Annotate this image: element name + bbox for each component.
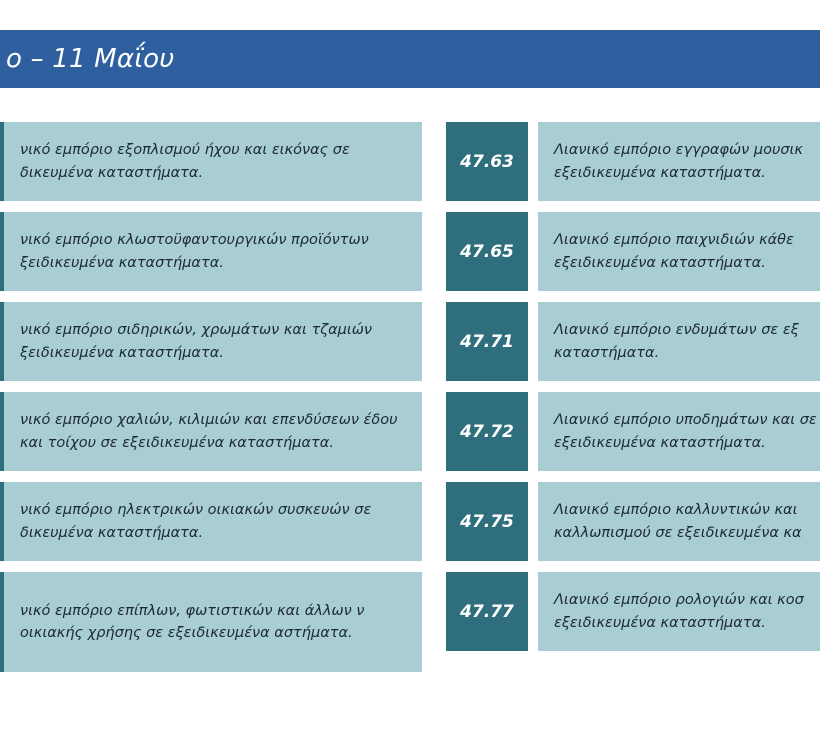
item-description: Λιανικό εμπόριο παιχνιδιών κάθε εξειδικευμένα καταστήματα. [538,212,820,291]
item-description: νικό εμπόριο εξοπλισμού ήχου και εικόνας σε δικευμένα καταστήματα. [4,122,422,201]
item-description: Λιανικό εμπόριο ενδυμάτων σε εξ καταστήματα. [538,302,820,381]
list-item [0,572,422,672]
item-description: Λιανικό εμπόριο ρολογιών και κοσ εξειδικευμένα καταστήματα. [538,572,820,651]
code-badge: 47.65 [446,212,528,291]
left-column [0,122,422,683]
list-item [446,122,820,201]
list-item [0,212,422,291]
list-item [446,392,820,471]
list-item [0,482,422,561]
code-badge: 47.75 [446,482,528,561]
page-title: ο – 11 Μαΐου [6,44,175,74]
item-description: νικό εμπόριο σιδηρικών, χρωμάτων και τζαμιών ξειδικευμένα καταστήματα. [4,302,422,381]
code-badge: 47.63 [446,122,528,201]
item-description: νικό εμπόριο επίπλων, φωτιστικών και άλλων ν οικιακής χρήσης σε εξειδικευμένα αστήματα. [4,572,422,672]
code-badge: 47.77 [446,572,528,651]
code-badge: 47.71 [446,302,528,381]
code-badge: 47.72 [446,392,528,471]
item-description: νικό εμπόριο κλωστοϋφαντουργικών προϊόντων ξειδικευμένα καταστήματα. [4,212,422,291]
item-description: Λιανικό εμπόριο υποδημάτων και σε εξειδικευμένα καταστήματα. [538,392,820,471]
item-description: νικό εμπόριο ηλεκτρικών οικιακών συσκευών σε δικευμένα καταστήματα. [4,482,422,561]
list-item [446,212,820,291]
list-item [0,122,422,201]
list-item [0,392,422,471]
header-banner [0,30,820,88]
list-item [446,302,820,381]
list-item [446,572,820,651]
item-description: Λιανικό εμπόριο εγγραφών μουσικ εξειδικευμένα καταστήματα. [538,122,820,201]
list-item [446,482,820,561]
item-description: Λιανικό εμπόριο καλλυντικών και καλλωπισμού σε εξειδικευμένα κα [538,482,820,561]
list-item [0,302,422,381]
right-column [446,122,820,662]
item-description: νικό εμπόριο χαλιών, κιλιμιών και επενδύσεων έδου και τοίχου σε εξειδικευμένα καταστήματα. [4,392,422,471]
content-columns [0,122,820,722]
